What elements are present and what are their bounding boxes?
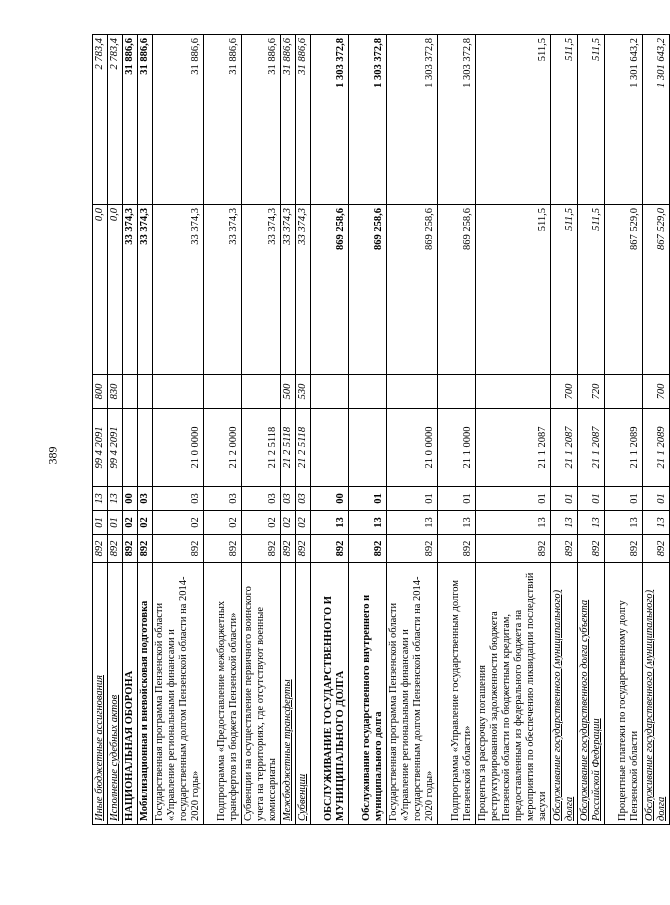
page-number: 389 (45, 446, 60, 465)
table-row (123, 35, 138, 825)
row-value-1: 0,0 (108, 205, 123, 375)
row-rz: 13 (349, 511, 387, 535)
row-value-2: 1 303 372,8 (438, 35, 476, 205)
table-row (476, 35, 551, 825)
row-ved: 892 (349, 535, 387, 563)
row-ved: 892 (643, 535, 670, 563)
row-ved: 892 (578, 535, 605, 563)
row-ved: 892 (204, 535, 242, 563)
row-pr: 13 (93, 487, 108, 511)
row-csr: 21 0 0000 (387, 409, 438, 487)
row-vr: 530 (296, 375, 311, 409)
row-csr: 21 1 0000 (438, 409, 476, 487)
row-vr (311, 375, 349, 409)
table-row (242, 35, 281, 825)
row-rz: 01 (108, 511, 123, 535)
row-vr (242, 375, 281, 409)
row-pr: 01 (387, 487, 438, 511)
row-name: Государственная программа Пензенской области «Управление региональными финансами и государственным долгом Пензенской области на 2014-2020 годы» (387, 563, 438, 825)
row-ved: 892 (605, 535, 643, 563)
row-value-1: 33 374,3 (153, 205, 204, 375)
row-pr: 01 (349, 487, 387, 511)
row-vr: 700 (643, 375, 670, 409)
table-row (138, 35, 153, 825)
row-value-1: 33 374,3 (204, 205, 242, 375)
table-row (311, 35, 349, 825)
row-pr: 03 (242, 487, 281, 511)
row-rz: 13 (387, 511, 438, 535)
row-name: Исполнение судебных актов (108, 563, 123, 825)
row-pr: 03 (281, 487, 296, 511)
row-ved: 892 (123, 535, 138, 563)
row-pr: 01 (438, 487, 476, 511)
row-pr: 01 (605, 487, 643, 511)
row-name: Межбюджетные трансферты (281, 563, 296, 825)
row-value-2: 1 301 643,2 (605, 35, 643, 205)
row-rz: 13 (476, 511, 551, 535)
row-csr: 21 1 2087 (551, 409, 578, 487)
row-vr (123, 375, 138, 409)
row-value-2: 1 301 643,2 (643, 35, 670, 205)
row-pr: 00 (123, 487, 138, 511)
table-row (153, 35, 204, 825)
row-value-1: 33 374,3 (242, 205, 281, 375)
row-name: Проценты за рассрочку погашения реструктурированной задолженности бюджета Пензенской области по бюджетным кредитам, предоставленным из федерального бюджета на мероприятия по обеспечению ликвидации последствий засухи (476, 563, 551, 825)
row-rz: 13 (551, 511, 578, 535)
row-value-1: 511,5 (476, 205, 551, 375)
row-ved: 892 (153, 535, 204, 563)
row-ved: 892 (281, 535, 296, 563)
row-ved: 892 (242, 535, 281, 563)
row-ved: 892 (93, 535, 108, 563)
row-value-2: 31 886,6 (138, 35, 153, 205)
row-ved: 892 (311, 535, 349, 563)
row-ved: 892 (296, 535, 311, 563)
row-value-2: 2 783,4 (108, 35, 123, 205)
row-csr: 99 4 2091 (108, 409, 123, 487)
row-value-2: 511,5 (551, 35, 578, 205)
row-value-1: 867 529,0 (605, 205, 643, 375)
row-value-1: 869 258,6 (438, 205, 476, 375)
row-rz: 13 (605, 511, 643, 535)
row-value-2: 31 886,6 (242, 35, 281, 205)
row-name: ОБСЛУЖИВАНИЕ ГОСУДАРСТВЕННОГО И МУНИЦИПАЛЬНОГО ДОЛГА (311, 563, 349, 825)
row-vr: 500 (281, 375, 296, 409)
row-value-2: 31 886,6 (296, 35, 311, 205)
row-pr: 01 (643, 487, 670, 511)
row-ved: 892 (108, 535, 123, 563)
row-name: Обслуживание государственного (муниципального) долга (643, 563, 670, 825)
row-csr (349, 409, 387, 487)
row-value-2: 1 303 372,8 (311, 35, 349, 205)
row-csr: 21 1 2089 (605, 409, 643, 487)
row-value-1: 0,0 (93, 205, 108, 375)
row-rz: 02 (242, 511, 281, 535)
row-value-1: 33 374,3 (123, 205, 138, 375)
row-pr: 03 (296, 487, 311, 511)
row-rz: 13 (311, 511, 349, 535)
row-csr (138, 409, 153, 487)
row-value-2: 31 886,6 (153, 35, 204, 205)
row-vr: 800 (93, 375, 108, 409)
row-rz: 13 (643, 511, 670, 535)
row-rz: 02 (123, 511, 138, 535)
row-pr: 03 (204, 487, 242, 511)
row-csr (311, 409, 349, 487)
row-csr: 21 2 5118 (281, 409, 296, 487)
row-name: Подпрограмма «Управление государственным долгом Пензенской области» (438, 563, 476, 825)
row-value-1: 869 258,6 (349, 205, 387, 375)
row-ved: 892 (476, 535, 551, 563)
row-csr: 21 0 0000 (153, 409, 204, 487)
row-csr: 21 2 0000 (204, 409, 242, 487)
row-value-2: 511,5 (476, 35, 551, 205)
row-value-2: 31 886,6 (281, 35, 296, 205)
table-row (93, 35, 108, 825)
row-rz: 02 (153, 511, 204, 535)
row-name: Процентные платежи по государственному долгу Пензенской области (605, 563, 643, 825)
row-vr: 700 (551, 375, 578, 409)
row-pr: 01 (578, 487, 605, 511)
row-value-2: 2 783,4 (93, 35, 108, 205)
row-rz: 02 (138, 511, 153, 535)
row-csr: 21 1 2089 (643, 409, 670, 487)
row-vr (438, 375, 476, 409)
row-csr: 21 1 2087 (476, 409, 551, 487)
row-ved: 892 (138, 535, 153, 563)
table-row (438, 35, 476, 825)
row-rz: 13 (438, 511, 476, 535)
row-vr (349, 375, 387, 409)
row-vr (605, 375, 643, 409)
row-vr (138, 375, 153, 409)
row-name: Субвенции (296, 563, 311, 825)
row-rz: 13 (578, 511, 605, 535)
row-ved: 892 (551, 535, 578, 563)
table-row (108, 35, 123, 825)
row-csr: 99 4 2091 (93, 409, 108, 487)
row-value-1: 869 258,6 (311, 205, 349, 375)
row-csr: 21 2 5118 (296, 409, 311, 487)
row-ved: 892 (438, 535, 476, 563)
row-name: Мобилизационная и вневойсковая подготовка (138, 563, 153, 825)
table-row (349, 35, 387, 825)
row-value-1: 867 529,0 (643, 205, 670, 375)
row-vr (387, 375, 438, 409)
row-pr: 01 (551, 487, 578, 511)
row-pr: 03 (138, 487, 153, 511)
table-row (296, 35, 311, 825)
row-pr: 03 (153, 487, 204, 511)
row-value-2: 511,5 (578, 35, 605, 205)
row-value-1: 33 374,3 (296, 205, 311, 375)
row-vr (204, 375, 242, 409)
row-value-2: 31 886,6 (204, 35, 242, 205)
row-value-1: 511,5 (578, 205, 605, 375)
row-vr (153, 375, 204, 409)
row-value-1: 511,5 (551, 205, 578, 375)
row-pr: 13 (108, 487, 123, 511)
row-name: Иные бюджетные ассигнования (93, 563, 108, 825)
row-value-1: 33 374,3 (138, 205, 153, 375)
row-vr: 720 (578, 375, 605, 409)
row-value-1: 869 258,6 (387, 205, 438, 375)
row-name: НАЦИОНАЛЬНАЯ ОБОРОНА (123, 563, 138, 825)
row-name: Обслуживание государственного (муниципального) долга (551, 563, 578, 825)
table-row (605, 35, 643, 825)
table-row (281, 35, 296, 825)
row-rz: 02 (281, 511, 296, 535)
table-row (204, 35, 242, 825)
row-value-2: 1 303 372,8 (387, 35, 438, 205)
row-rz: 02 (204, 511, 242, 535)
row-value-2: 1 303 372,8 (349, 35, 387, 205)
row-name: Государственная программа Пензенской области «Управление региональными финансами и государственным долгом Пензенской области на 2014-2020 годы» (153, 563, 204, 825)
rotated-table-container (92, 35, 667, 825)
table-row (578, 35, 605, 825)
table-row (551, 35, 578, 825)
row-pr: 01 (476, 487, 551, 511)
row-value-1: 33 374,3 (281, 205, 296, 375)
row-value-2: 31 886,6 (123, 35, 138, 205)
row-csr: 21 1 2087 (578, 409, 605, 487)
row-name: Субвенции на осуществление первичного воинского учета на территориях, где отсутствуют военные комиссариаты (242, 563, 281, 825)
row-csr (123, 409, 138, 487)
row-pr: 00 (311, 487, 349, 511)
budget-table (92, 34, 670, 825)
row-ved: 892 (387, 535, 438, 563)
table-row (643, 35, 670, 825)
row-name: Подпрограмма «Предоставление межбюджетных трансфертов из бюджета Пензенской области» (204, 563, 242, 825)
row-vr (476, 375, 551, 409)
row-rz: 01 (93, 511, 108, 535)
row-name: Обслуживание государственного внутреннего и муниципального долга (349, 563, 387, 825)
row-vr: 830 (108, 375, 123, 409)
table-row (387, 35, 438, 825)
row-rz: 02 (296, 511, 311, 535)
row-name: Обслуживание государственного долга субъекта Российской Федерации (578, 563, 605, 825)
row-csr: 21 2 5118 (242, 409, 281, 487)
